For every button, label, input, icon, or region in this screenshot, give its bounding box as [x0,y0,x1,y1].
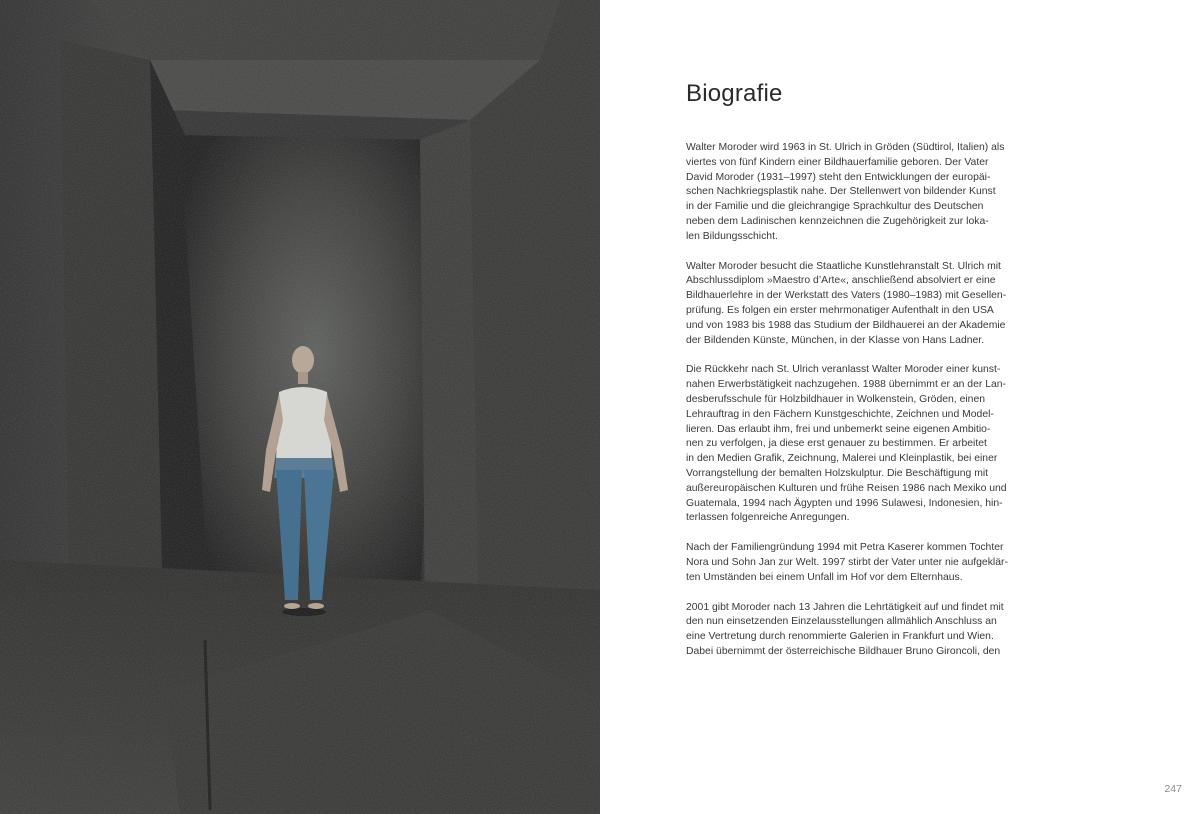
biography-text [686,141,1030,675]
paragraph: 2001 gibt Moroder nach 13 Jahren die Lehrtätigkeit auf und findet mit den nun einsetzenden Einzelausstellungen allmählich Anschluss an eine Vertretung durch renommierte Galerien in Frankfurt und Wien. Dabei übernimmt der österreichische Bildhauer Bruno Gironcoli, den [686,601,1004,657]
page-number: 247 [1164,783,1182,795]
paragraph: Walter Moroder wird 1963 in St. Ulrich in Gröden (Südtirol, Italien) als viertes von fünf Kindern einer Bildhauerfamilie geboren. Der Vater David Moroder (1931–1997) steht den Entwicklungen der europäi- schen Nachkriegsplastik nahe. Der Stellenwert von bildender Kunst in der Familie und die gleichrangige Sprachkultur des Deutschen neben dem Ladinischen kennzeichnen die Zugehörigkeit zur loka- len Bildungsschicht. [686,142,1005,242]
text-page [600,0,1200,814]
page-title: Biografie [686,80,783,107]
paragraph: Die Rückkehr nach St. Ulrich veranlasst Walter Moroder einer kunst- nahen Erwerbstätigkeit nachzugehen. 1988 übernimmt er an der Lan- desberufsschule für Holzbildhauer in Wolkenstein, Gröden, einen Lehrauftrag in den Fächern Kunstgeschichte, Zeichnen und Model- lieren. Das erlaubt ihm, frei und unbemerkt seine eigenen Ambitio- nen zu verfolgen, ja diese erst genauer zu bestimmen. Er arbeitet in den Medien Grafik, Zeichnung, Malerei und Kleinplastik, bei einer Vorrangstellung der bemalten Holzskulptur. Die Beschäftigung mit außereuropäischen Kulturen und frühe Reisen 1986 nach Mexiko und Guatemala, 1994 nach Ägypten und 1996 Sulawesi, Indonesien, hin- terlassen folgenreiche Anregungen. [686,364,1007,524]
paragraph: Walter Moroder besucht die Staatliche Kunstlehranstalt St. Ulrich mit Abschlussdiplom »Maestro d’Arte«, anschließend absolviert er eine Bildhauerlehre in der Werkstatt des Vaters (1980–1983) mit Gesellen- prüfung. Es folgen ein erster mehrmonatiger Aufenthalt in den USA und von 1983 bis 1988 das Studium der Bildhauerei an der Akademie der Bildenden Künste, München, in der Klasse von Hans Ladner. [686,260,1007,346]
paragraph: Nach der Familiengründung 1994 mit Petra Kaserer kommen Tochter Nora und Sohn Jan zur Welt. 1997 stirbt der Vater unter nie aufgeklär- ten Umständen bei einem Unfall im Hof vor dem Elternhaus. [686,542,1008,583]
